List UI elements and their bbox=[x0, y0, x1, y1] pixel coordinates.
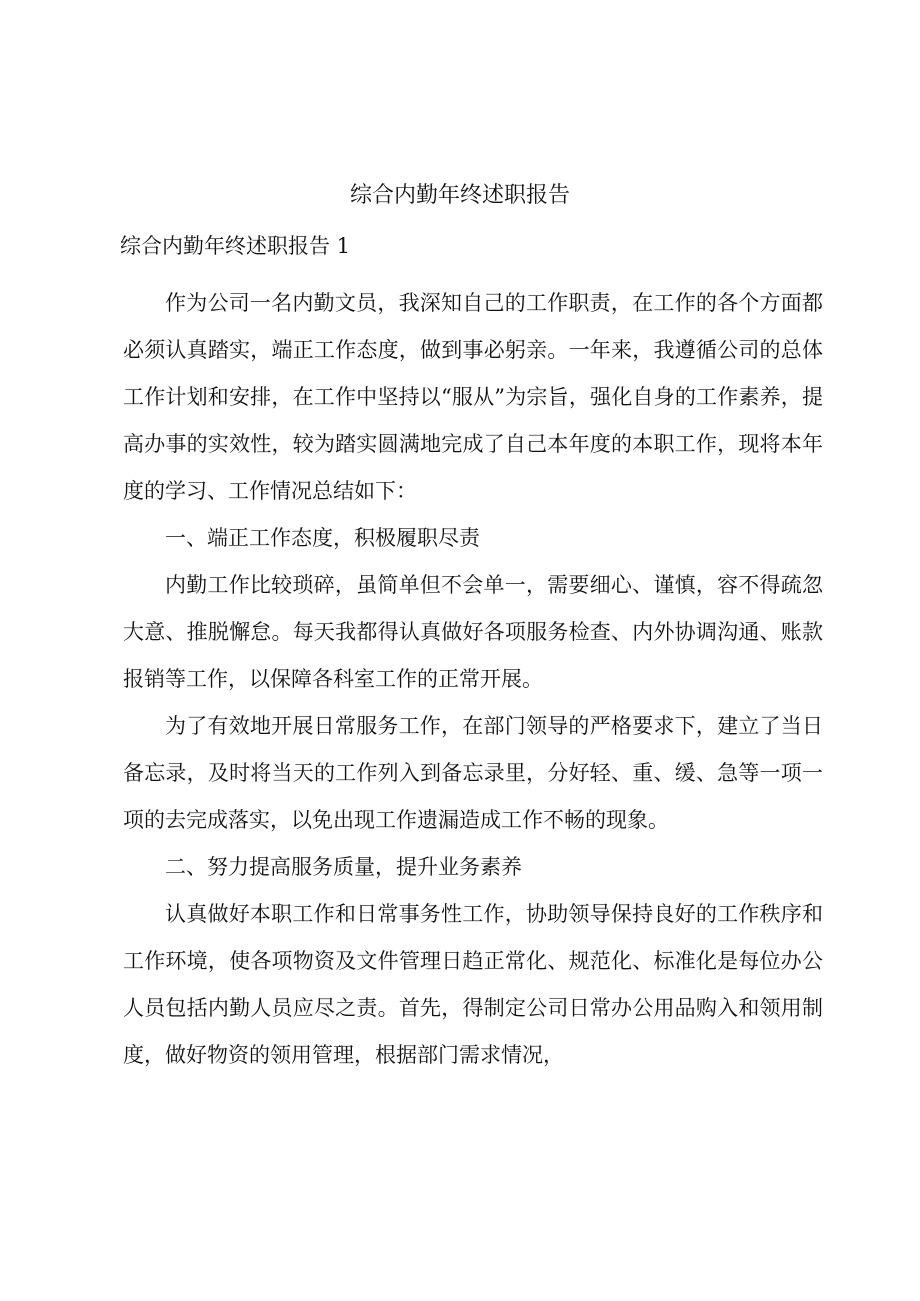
report-subtitle: 综合内勤年终述职报告 1 bbox=[120, 234, 351, 258]
paragraph-intro: 作为公司一名内勤文员，我深知自己的工作职责，在工作的各个方面都必须认真踏实，端正工作态度，做到事必躬亲。一年来，我遵循公司的总体工作计划和安排，在工作中坚持以“服从”为宗旨，强化自身的工作素养，提高办事的实效性，较为踏实圆满地完成了自己本年度的本职工作，现将本年度的学习、工作情况总结如下： bbox=[123, 291, 823, 503]
paragraph-section1-b: 为了有效地开展日常服务工作，在部门领导的严格要求下，建立了当日备忘录，及时将当天的工作列入到备忘录里，分好轻、重、缓、急等一项一项的去完成落实，以免出现工作遗漏造成工作不畅的现象。 bbox=[123, 714, 823, 832]
paragraph-section2-a: 认真做好本职工作和日常事务性工作，协助领导保持良好的工作秩序和工作环境，使各项物资及文件管理日趋正常化、规范化、标准化是每位办公人员包括内勤人员应尽之责。首先，得制定公司日常办公用品购入和领用制度，做好物资的领用管理，根据部门需求情况， bbox=[123, 902, 823, 1067]
document-body bbox=[123, 280, 823, 1079]
document-title: 综合内勤年终述职报告 bbox=[349, 183, 570, 208]
paragraph-section1-a: 内勤工作比较琐碎，虽简单但不会单一，需要细心、谨慎，容不得疏忽大意、推脱懈怠。每天我都得认真做好各项服务检查、内外协调沟通、账款报销等工作，以保障各科室工作的正常开展。 bbox=[123, 573, 823, 691]
section-heading-1: 一、端正工作态度，积极履职尽责 bbox=[165, 526, 480, 550]
section-heading-2: 二、努力提高服务质量，提升业务素养 bbox=[165, 855, 522, 879]
